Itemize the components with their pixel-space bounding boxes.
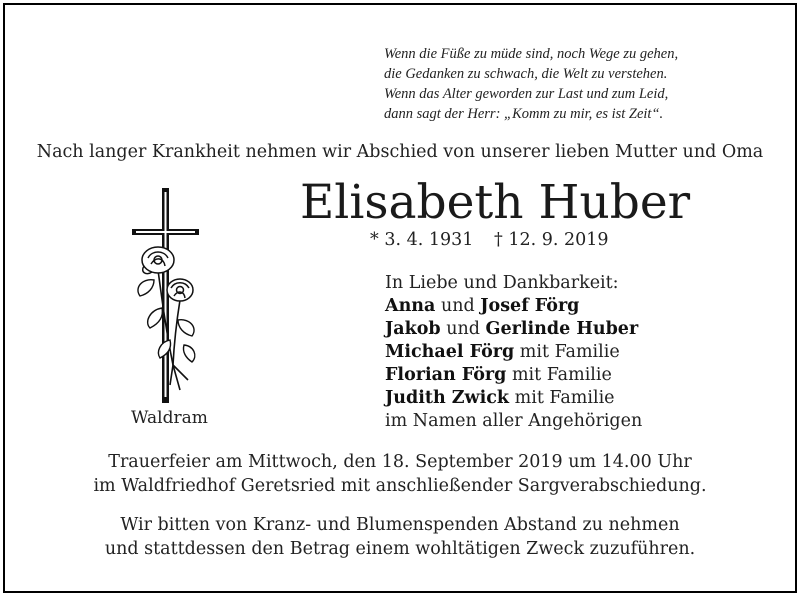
birth-date: * 3. 4. 1931 [370, 230, 474, 250]
closing-line: und stattdessen den Betrag einem wohltätigen Zweck zuzuführen. [104, 539, 696, 559]
poem [384, 44, 784, 124]
poem-line: Wenn die Füße zu müde sind, noch Wege zu gehen, [384, 46, 679, 62]
mourner-row: Judith Zwick mit Familie [385, 388, 615, 408]
funeral-line: im Waldfriedhof Geretsried mit anschließender Sargverabschiedung. [93, 476, 707, 496]
mourners-list [385, 272, 642, 433]
mourner-row: Anna und Josef Förg [385, 296, 580, 316]
rose-icon [167, 279, 193, 301]
closing-request [0, 513, 800, 561]
mourners-heading: In Liebe und Dankbarkeit: [385, 273, 619, 293]
deceased-name: Elisabeth Huber [300, 175, 691, 230]
poem-line: Wenn das Alter geworden zur Last und zum Leid, [384, 86, 669, 102]
closing-line: Wir bitten von Kranz- und Blumenspenden Abstand zu nehmen [120, 515, 680, 535]
funeral-info [0, 450, 800, 498]
intro-text: Nach langer Krankheit nehmen wir Abschied von unserer lieben Mutter und Oma [36, 142, 764, 162]
funeral-line: Trauerfeier am Mittwoch, den 18. September 2019 um 14.00 Uhr [108, 452, 692, 472]
cross-with-roses-icon [118, 180, 218, 410]
poem-line: dann sagt der Herr: „Komm zu mir, es ist Zeit“. [384, 106, 664, 122]
death-date: † 12. 9. 2019 [494, 230, 609, 250]
place-name: Waldram [131, 408, 208, 428]
mourner-row: Florian Förg mit Familie [385, 365, 612, 385]
mourners-footer: im Namen aller Angehörigen [385, 411, 643, 431]
poem-line: die Gedanken zu schwach, die Welt zu verstehen. [384, 66, 668, 82]
mourner-row: Michael Förg mit Familie [385, 342, 620, 362]
rose-icon [142, 247, 174, 274]
mourner-row: Jakob und Gerlinde Huber [385, 319, 639, 339]
